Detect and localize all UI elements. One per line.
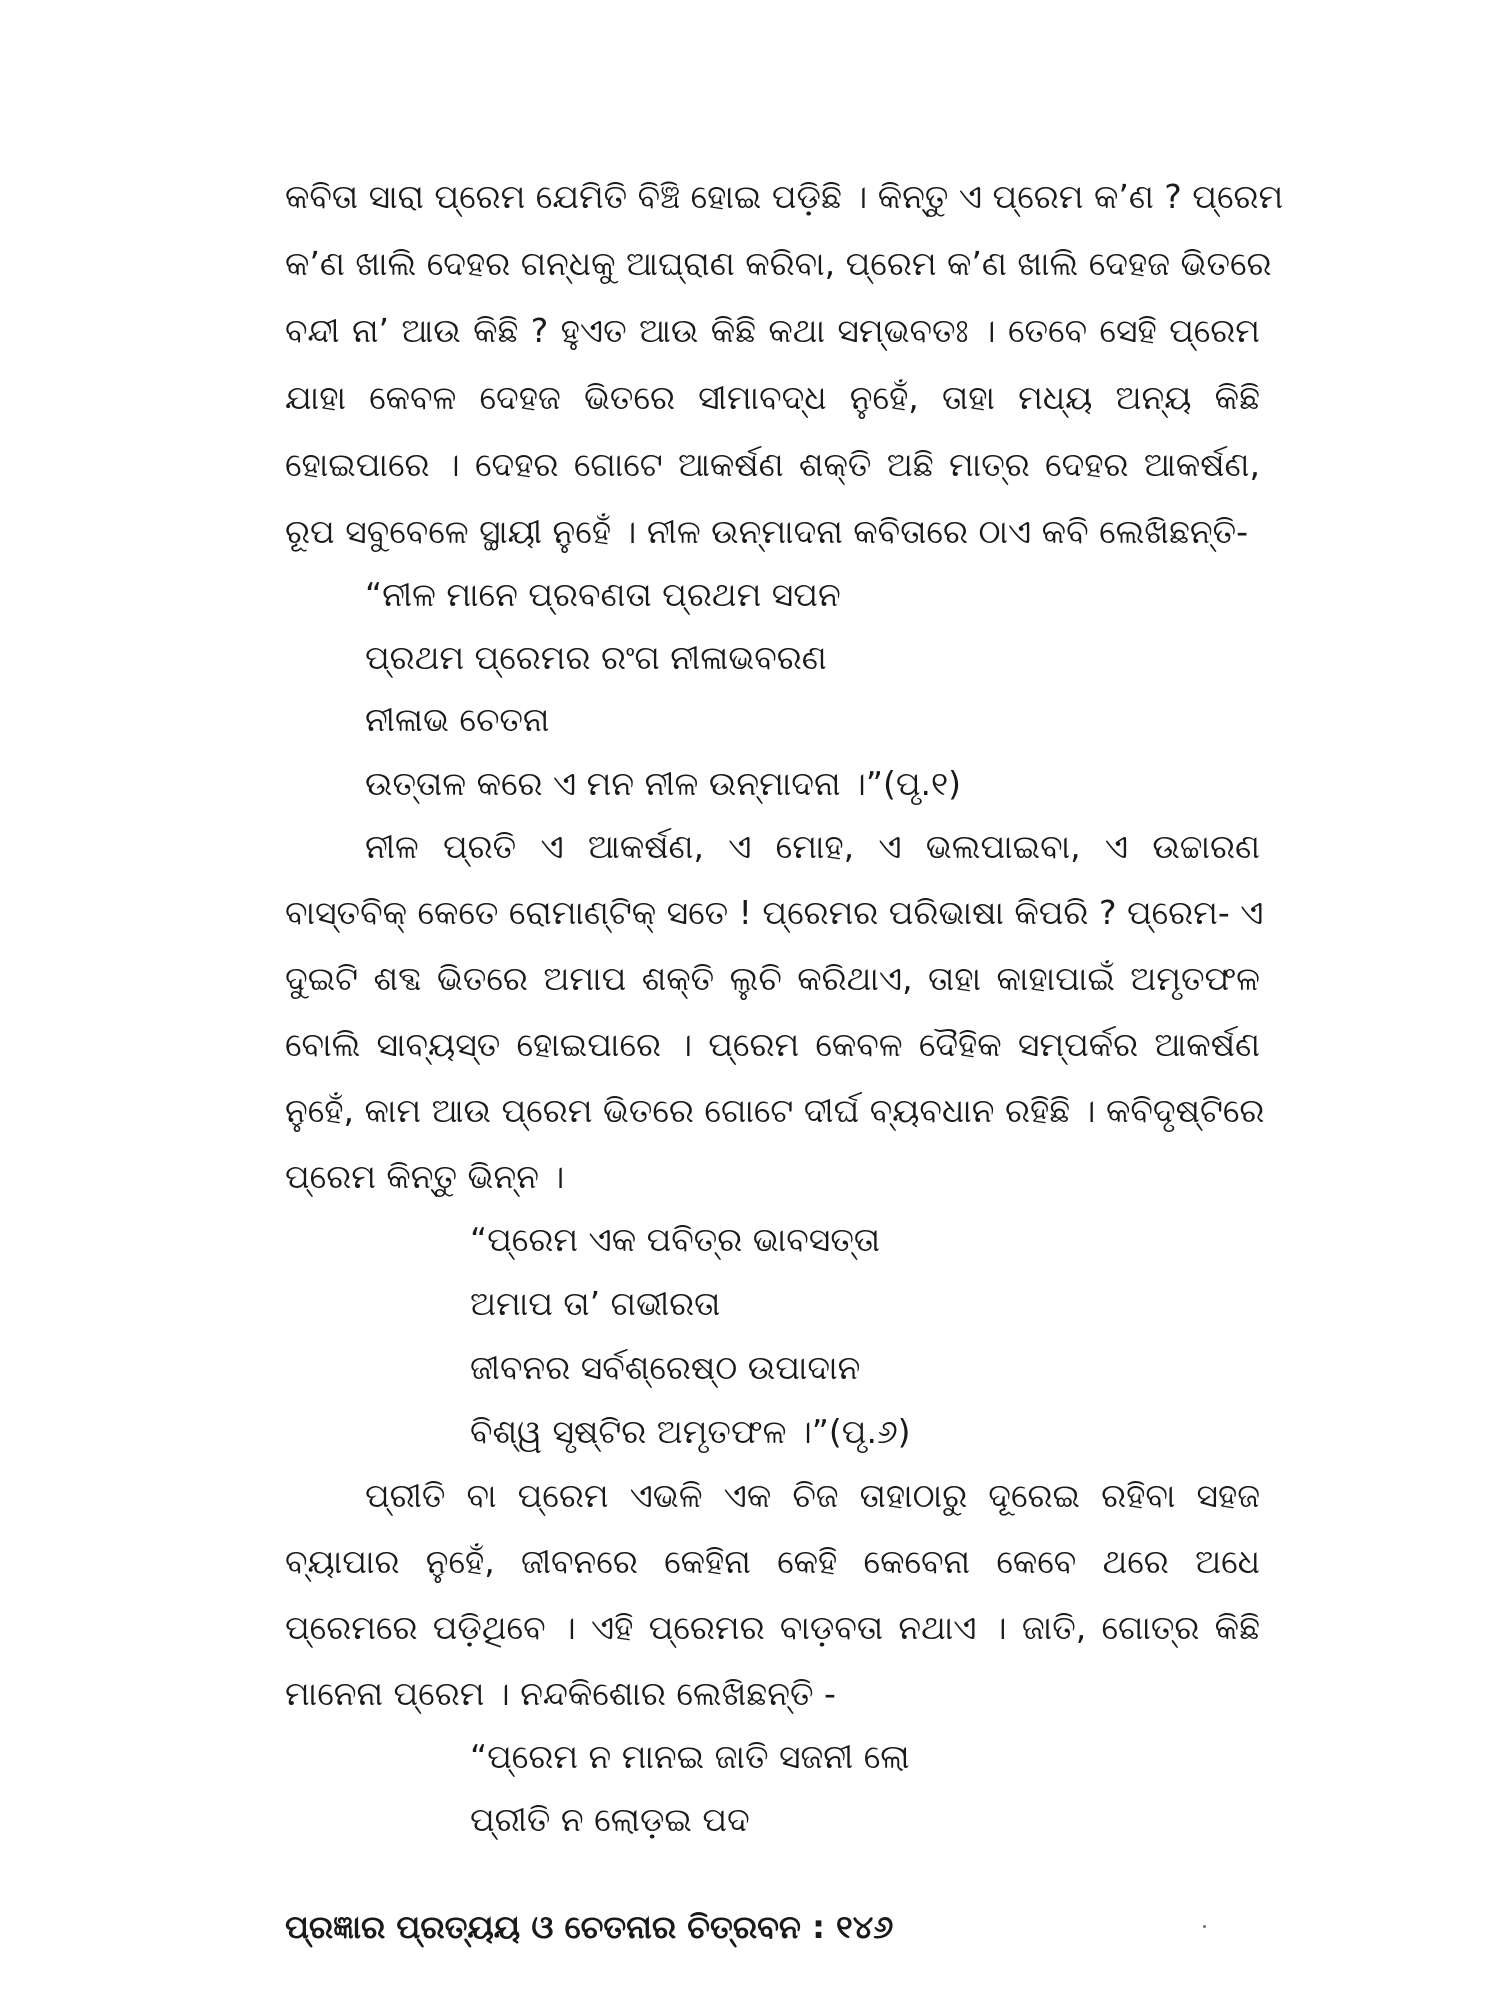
verse1-line-4: ଉତ୍ତାଳ କରେ ଏ ମନ ନୀଳ ଉନ୍ମାଦନା ।”(ପୃ.୧) <box>365 764 962 803</box>
para1-line-4: ଯାହା କେବଳ ଦେହଜ ଭିତରେ ସୀମାବଦ୍ଧ ନୁହେଁ, ତାହା ମଧ୍ୟ ଅନ୍ୟ କିଛି <box>285 378 1260 417</box>
verse1-line-2: ପ୍ରଥମ ପ୍ରେମର ରଂଗ ନୀଳାଭବରଣ <box>365 638 827 677</box>
para1-line-5: ହୋଇପାରେ । ଦେହର ଗୋଟେ ଆକର୍ଷଣ ଶକ୍ତି ଅଛି ମାତ୍ର ଦେହର ଆକର୍ଷଣ, <box>285 445 1260 484</box>
para2-line-6: ପ୍ରେମ କିନ୍ତୁ ଭିନ୍ନ । <box>285 1157 565 1196</box>
para2-line-1: ନୀଳ ପ୍ରତି ଏ ଆକର୍ଷଣ, ଏ ମୋହ, ଏ ଭଲପାଇବା, ଏ ଉଚ୍ଚାରଣ <box>365 827 1260 866</box>
verse2-line-3: ଜୀବନର ସର୍ବଶ୍ରେଷ୍ଠ ଉପାଦାନ <box>470 1348 861 1387</box>
para3-line-2: ବ୍ୟାପାର ନୁହେଁ, ଜୀବନରେ କେହିନା କେହି କେବେନା କେବେ ଥରେ ଅଧେ <box>285 1542 1260 1581</box>
verse2-line-2: ଅମାପ ତା’ ଗଭୀରତା <box>470 1284 721 1323</box>
stray-mark <box>1203 1925 1206 1928</box>
para2-line-3: ଦୁଇଟି ଶବ୍ଦ ଭିତରେ ଅମାପ ଶକ୍ତି ଲୁଚି କରିଥାଏ, ତାହା କାହାପାଇଁ ଅମୃତଫଳ <box>285 959 1260 998</box>
para1-line-1: କବିତା ସାରା ପ୍ରେମ ଯେମିତି ବିଞ୍ଚି ହୋଇ ପଡ଼ିଛି । କିନ୍ତୁ ଏ ପ୍ରେମ କ’ଣ ? ପ୍ରେମ <box>285 177 1284 216</box>
para3-line-3: ପ୍ରେମରେ ପଡ଼ିଥିବେ । ଏହି ପ୍ରେମର ବାଡ଼ବତା ନଥାଏ । ଜାତି, ଗୋତ୍ର କିଛି <box>285 1608 1260 1647</box>
verse3-line-1: “ପ୍ରେମ ନ ମାନଇ ଜାତି ସଜନୀ ଲୋ <box>470 1737 910 1776</box>
para3-line-1: ପ୍ରୀତି ବା ପ୍ରେମ ଏଭଳି ଏକ ଚିଜ ତାହାଠାରୁ ଦୂରେଇ ରହିବା ସହଜ <box>365 1476 1260 1515</box>
verse2-line-4: ବିଶ୍ୱ ସୃଷ୍ଟିର ଅମୃତଫଳ ।”(ପୃ.୬) <box>470 1412 911 1451</box>
para2-line-2: ବାସ୍ତବିକ୍ କେତେ ରୋମାଣ୍ଟିକ୍ ସତେ ! ପ୍ରେମର ପରିଭାଷା କିପରି ? ପ୍ରେମ- ଏ <box>285 893 1264 932</box>
verse2-line-1: “ପ୍ରେମ ଏକ ପବିତ୍ର ଭାବସତ୍ତା <box>470 1220 881 1259</box>
para1-line-6: ରୂପ ସବୁବେଳେ ସ୍ଥାୟୀ ନୁହେଁ । ନୀଳ ଉନ୍ମାଦନା କବିତାରେ ଠାଏ କବି ଲେଖିଛନ୍ତି- <box>285 512 1249 551</box>
para2-line-5: ନୁହେଁ, କାମ ଆଉ ପ୍ରେମ ଭିତରେ ଗୋଟେ ଦୀର୍ଘ ବ୍ୟବଧାନ ରହିଛି । କବିଦୃଷ୍ଟିରେ <box>285 1091 1265 1130</box>
verse1-line-1: “ନୀଳ ମାନେ ପ୍ରବଣତା ପ୍ରଥମ ସପନ <box>365 575 841 614</box>
para1-line-2: କ’ଣ ଖାଲି ଦେହର ଗନ୍ଧକୁ ଆଘ୍ରାଣ କରିବା, ପ୍ରେମ କ’ଣ ଖାଲି ଦେହଜ ଭିତରେ <box>285 244 1272 283</box>
para2-line-4: ବୋଲି ସାବ୍ୟସ୍ତ ହୋଇପାରେ । ପ୍ରେମ କେବଳ ଦୈହିକ ସମ୍ପର୍କର ଆକର୍ଷଣ <box>285 1025 1260 1064</box>
para1-line-3: ବନ୍ଦୀ ନା’ ଆଉ କିଛି ? ହୁଏତ ଆଉ କିଛି କଥା ସମ୍ଭବତଃ । ତେବେ ସେହି ପ୍ରେମ <box>285 311 1260 350</box>
verse1-line-3: ନୀଳାଭ ଚେତନା <box>365 700 550 739</box>
verse3-line-2: ପ୍ରୀତି ନ ଲୋଡ଼ଇ ପଦ <box>470 1800 750 1839</box>
page-footer-title: ପ୍ରଜ୍ଞାର ପ୍ରତ୍ୟୟ ଓ ଚେତନାର ଚିତ୍ରବନ : ୧୪୬ <box>285 1908 894 1946</box>
para3-line-4: ମାନେନା ପ୍ରେମ । ନନ୍ଦକିଶୋର ଲେଖିଛନ୍ତି - <box>285 1674 836 1713</box>
